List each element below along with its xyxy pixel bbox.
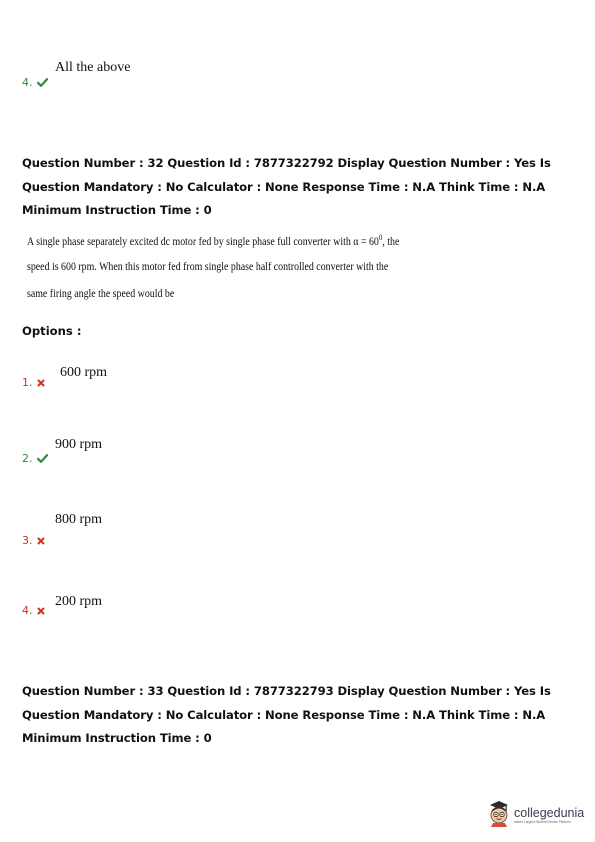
question-32-text-line-1a: A single phase separately excited dc motor fed by single phase full converter with α = 60: [27, 235, 379, 248]
prev-option-4-number: [22, 76, 48, 90]
option-4-number: [22, 604, 45, 618]
check-icon: [37, 453, 48, 466]
check-icon: [37, 77, 48, 90]
cross-icon: [37, 377, 45, 390]
option-4-number-label: 4.: [22, 604, 33, 617]
logo-tagline: India's Largest Student Review Platform: [514, 819, 571, 824]
options-label: Options :: [22, 324, 82, 338]
question-32-text-line-1b: , the: [382, 235, 400, 248]
option-1-number: [22, 376, 45, 390]
cross-icon: [37, 535, 45, 548]
prev-option-4-text: All the above: [55, 60, 131, 75]
question-32-text-line-1: [27, 233, 399, 248]
option-3-text: 800 rpm: [55, 512, 103, 527]
option-3-number-label: 3.: [22, 534, 33, 547]
collegedunia-logo: [486, 799, 584, 831]
question-32-header: Question Number : 32 Question Id : 7877322792 Display Question Number : Yes Is Question Mandatory : No Calculator : None Response Time : N.A Think Time : N.A Minimum Instruction Time : 0: [22, 156, 551, 217]
option-2-number-label: 2.: [22, 452, 33, 465]
mascot-icon: [486, 799, 512, 831]
question-32-text-line-3: same firing angle the speed would be: [27, 288, 175, 300]
option-2-number: [22, 452, 48, 466]
option-1-number-label: 1.: [22, 376, 33, 389]
option-3-number: [22, 534, 45, 548]
cross-icon: [37, 605, 45, 618]
option-1-text: 600 rpm: [60, 365, 108, 380]
logo-text-group: [514, 807, 584, 824]
prev-option-4-number-label: 4.: [22, 76, 33, 89]
question-33-header: Question Number : 33 Question Id : 7877322793 Display Question Number : Yes Is Question Mandatory : No Calculator : None Response Time : N.A Think Time : N.A Minimum Instruction Time : 0: [22, 684, 551, 745]
option-4-text: 200 rpm: [55, 594, 103, 609]
question-32-text-line-2: speed is 600 rpm. When this motor fed from single phase half controlled converter with the: [27, 261, 389, 273]
option-2-text: 900 rpm: [55, 437, 103, 452]
logo-name: collegedunia: [514, 805, 585, 820]
degree-superscript: 0: [378, 233, 383, 242]
